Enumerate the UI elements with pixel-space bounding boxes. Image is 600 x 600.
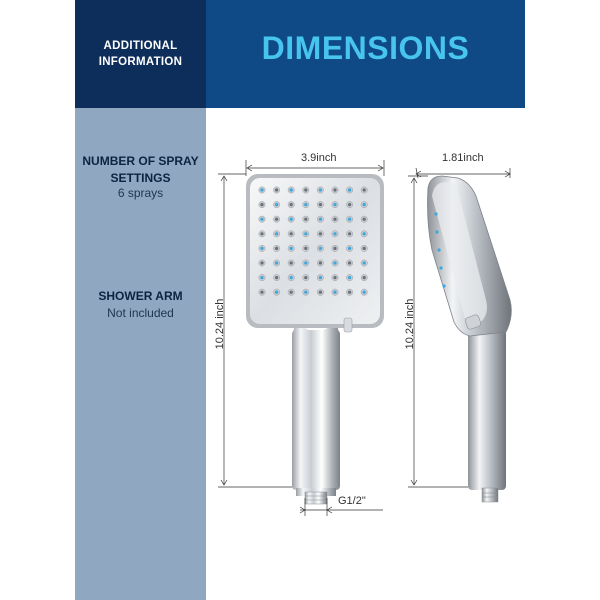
nozzle xyxy=(319,276,322,279)
spray-settings-heading-line-1: NUMBER OF SPRAY xyxy=(82,154,199,168)
nozzle xyxy=(260,232,263,235)
nozzle xyxy=(348,276,351,279)
nozzle xyxy=(348,203,351,206)
nozzle xyxy=(348,261,351,264)
side-width-label: 1.81inch xyxy=(442,152,484,164)
nozzle xyxy=(333,291,336,294)
nozzle xyxy=(304,276,307,279)
nozzle xyxy=(363,188,366,191)
nozzle xyxy=(319,203,322,206)
front-height-label: 10.24 inch xyxy=(214,298,226,350)
front-connector xyxy=(305,492,327,504)
spray-settings-value: 6 sprays xyxy=(117,186,164,200)
nozzle xyxy=(348,247,351,250)
nozzle xyxy=(348,188,351,191)
side-handle xyxy=(468,330,506,490)
front-head-face xyxy=(250,178,380,324)
nozzle xyxy=(363,291,366,294)
shower-arm-value: Not included xyxy=(107,306,174,320)
nozzle xyxy=(275,218,278,221)
heading-line-1: ADDITIONAL xyxy=(103,40,178,52)
nozzle xyxy=(319,291,322,294)
nozzle xyxy=(333,276,336,279)
heading-line-2: INFORMATION xyxy=(98,56,183,68)
side-height-label: 10.24 inch xyxy=(404,298,416,350)
nozzle xyxy=(304,203,307,206)
nozzle xyxy=(363,276,366,279)
nozzle xyxy=(260,218,263,221)
nozzle xyxy=(304,261,307,264)
side-view xyxy=(428,176,512,502)
nozzle xyxy=(290,203,293,206)
nozzle xyxy=(290,247,293,250)
nozzle xyxy=(319,232,322,235)
nozzle xyxy=(275,247,278,250)
nozzle xyxy=(319,261,322,264)
nozzle xyxy=(333,218,336,221)
nozzle xyxy=(260,261,263,264)
nozzle xyxy=(363,261,366,264)
nozzle xyxy=(333,188,336,191)
nozzle xyxy=(333,261,336,264)
shower-arm-heading: SHOWER ARM xyxy=(98,289,183,303)
nozzle xyxy=(304,218,307,221)
nozzle xyxy=(363,232,366,235)
nozzle xyxy=(304,291,307,294)
nozzle xyxy=(290,218,293,221)
connector-size-label: G1/2" xyxy=(338,495,366,507)
front-view xyxy=(246,174,384,504)
nozzle xyxy=(348,291,351,294)
nozzle xyxy=(304,188,307,191)
nozzle xyxy=(333,203,336,206)
nozzle xyxy=(363,203,366,206)
nozzle xyxy=(260,291,263,294)
nozzle xyxy=(363,247,366,250)
nozzle xyxy=(290,188,293,191)
spray-selector-button xyxy=(344,318,352,332)
nozzle xyxy=(275,188,278,191)
nozzle xyxy=(275,203,278,206)
spray-settings-heading-line-2: SETTINGS xyxy=(110,171,171,185)
nozzle xyxy=(260,188,263,191)
front-width-label: 3.9inch xyxy=(301,152,337,164)
nozzle xyxy=(275,261,278,264)
nozzle xyxy=(304,247,307,250)
page-title: DIMENSIONS xyxy=(261,30,470,66)
nozzle xyxy=(275,232,278,235)
nozzle xyxy=(333,247,336,250)
nozzle xyxy=(260,276,263,279)
nozzle xyxy=(290,291,293,294)
nozzle xyxy=(275,276,278,279)
nozzle xyxy=(260,247,263,250)
nozzle xyxy=(260,203,263,206)
nozzle xyxy=(304,232,307,235)
nozzle xyxy=(348,232,351,235)
nozzle xyxy=(275,291,278,294)
nozzle xyxy=(319,218,322,221)
front-handle xyxy=(292,330,340,490)
nozzle xyxy=(319,247,322,250)
nozzle xyxy=(290,232,293,235)
nozzle xyxy=(363,218,366,221)
nozzle xyxy=(348,218,351,221)
nozzle xyxy=(290,261,293,264)
nozzle xyxy=(319,188,322,191)
nozzle xyxy=(290,276,293,279)
nozzle xyxy=(333,232,336,235)
side-connector xyxy=(482,488,498,502)
